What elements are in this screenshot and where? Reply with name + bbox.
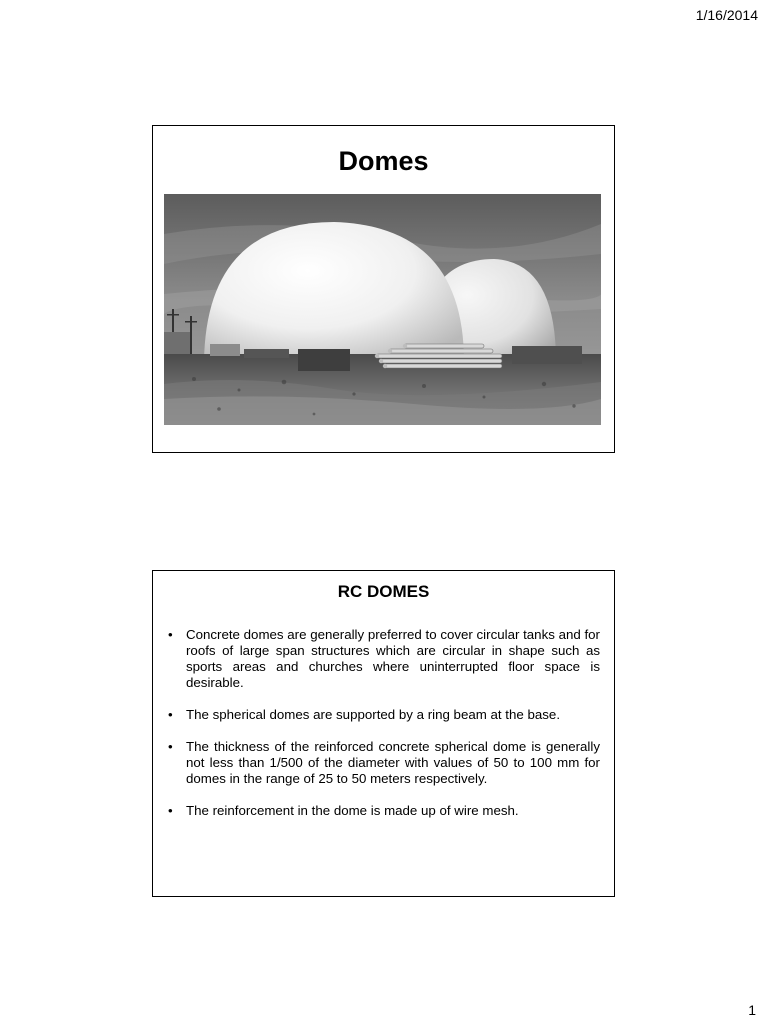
bullet-item bbox=[168, 627, 600, 691]
bullet-item bbox=[168, 707, 600, 723]
bullet-icon: • bbox=[168, 739, 173, 754]
slide-title-rc-domes: RC DOMES bbox=[337, 582, 430, 601]
dome-photo bbox=[164, 194, 601, 425]
slide-domes bbox=[152, 125, 615, 453]
bullet-icon: • bbox=[168, 627, 173, 642]
bullet-text: The reinforcement in the dome is made up of wire mesh. bbox=[186, 803, 519, 818]
page-date: 1/16/2014 bbox=[695, 7, 758, 23]
bullet-text: The thickness of the reinforced concrete spherical dome is generally not less than 1/500 of the diameter with values of 50 to 100 mm for domes in the range of 25 to 50 meters respectively. bbox=[186, 739, 600, 786]
bullet-icon: • bbox=[168, 707, 173, 722]
bullet-item bbox=[168, 803, 600, 819]
slide-title-domes: Domes bbox=[338, 146, 429, 176]
bullet-icon: • bbox=[168, 803, 173, 818]
slide-rc-domes bbox=[152, 570, 615, 897]
bullet-text: The spherical domes are supported by a ring beam at the base. bbox=[186, 707, 561, 722]
page-number: 1 bbox=[748, 1002, 756, 1018]
bullet-text: Concrete domes are generally preferred to cover circular tanks and for roofs of large span structures which are circular in shape such as sports areas and churches where uninterrupted floor space is desirable. bbox=[186, 627, 600, 690]
bullet-list bbox=[168, 627, 600, 835]
bullet-item bbox=[168, 739, 600, 787]
